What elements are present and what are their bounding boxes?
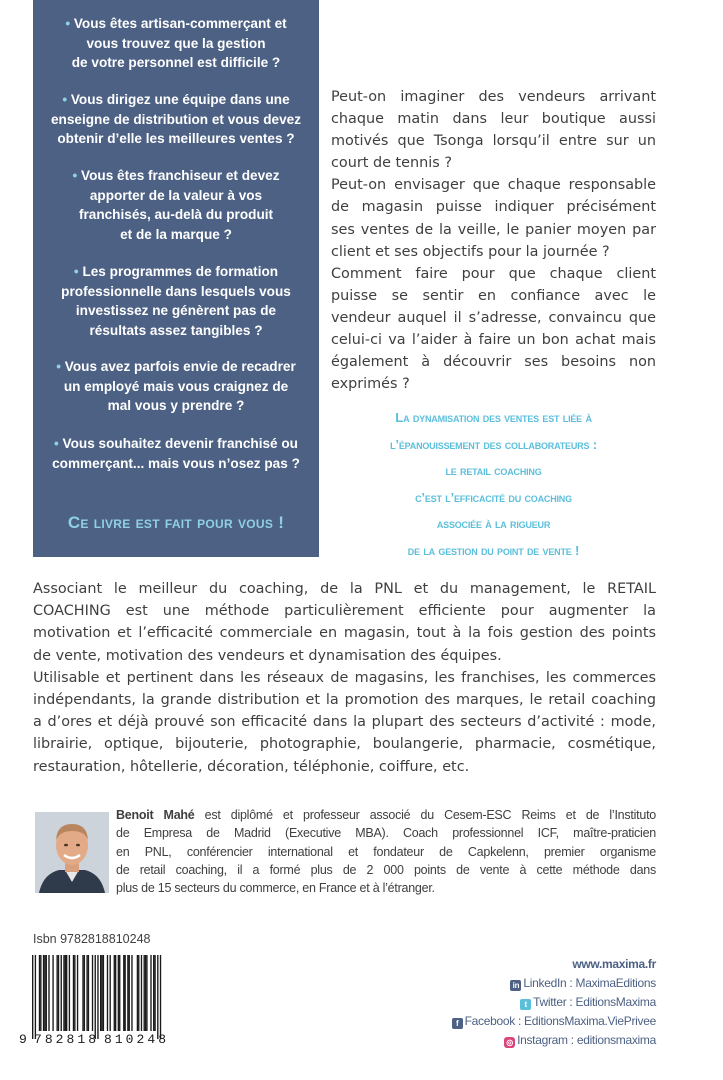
barcode-bar (153, 955, 154, 1031)
bullet-icon: • (73, 264, 79, 279)
linkedin-icon: in (510, 980, 521, 991)
barcode-bar (84, 955, 85, 1031)
barcode-bar (61, 955, 62, 1031)
barcode-bar (141, 955, 142, 1031)
barcode-bar (150, 955, 151, 1031)
barcode-bar (119, 955, 120, 1031)
linkedin-link[interactable]: in LinkedIn : MaximaEditions (452, 974, 656, 993)
barcode-bar (103, 955, 104, 1031)
questions-box (33, 0, 319, 557)
barcode-bar (39, 955, 40, 1031)
barcode-bar (154, 955, 155, 1031)
barcode-bar (160, 955, 161, 1039)
barcode-bar (66, 955, 67, 1031)
barcode-bar (124, 955, 125, 1031)
barcode-bar (131, 955, 132, 1031)
website-link[interactable]: www.maxima.fr (572, 957, 656, 971)
intro-paragraph-1: Peut-on imaginer des vendeurs arrivant chaque matin dans leur boutique aussi motivés que Tsonga lorsqu’il entre sur un court de tennis ? (331, 89, 656, 172)
author-name: Benoit Mahé (116, 808, 195, 822)
barcode-bar (118, 955, 119, 1031)
author-photo (35, 812, 109, 893)
bullet-icon: • (54, 436, 59, 451)
barcode-bar (146, 955, 147, 1031)
barcode-bar (56, 955, 57, 1031)
bullet-icon: • (62, 92, 68, 107)
barcode (18, 955, 172, 1045)
question-2: • Vous dirigez une équipe dans une enseigne de distribution et vous devez obtenir d’elle les meilleures ventes ? (50, 92, 302, 146)
barcode-digits-left: 782818 (34, 1032, 96, 1045)
barcode-bar (35, 955, 36, 1039)
barcode-bar (58, 955, 59, 1031)
description-paragraph-1: Associant le meilleur du coaching, de la PNL et du management, le RETAIL COACHING est une méthode particulièrement efficiente pour augmenter la motivation et l’efficacité commerciale en magasin, tout à la fois gestion des points de vente, motivation des vendeurs et dynamisation des équipes. (33, 581, 656, 664)
barcode-digit-first: 9 (19, 1032, 27, 1045)
intro-text (331, 86, 656, 395)
barcode-bar (114, 955, 115, 1031)
barcode-bar (69, 955, 70, 1031)
barcode-bar (127, 955, 128, 1031)
question-1: • Vous êtes artisan-commerçant et vous trouvez que la gestion de votre personnel est difficile ? (65, 16, 287, 70)
barcode-bar (123, 955, 124, 1031)
barcode-bar (46, 955, 47, 1031)
barcode-bar (77, 955, 78, 1031)
barcode-bar (43, 955, 44, 1031)
barcode-bar (52, 955, 53, 1031)
barcode-bar (40, 955, 41, 1031)
question-4: • Les programmes de formation professionnelle dans lesquels vous investissez ne génèrent pas de résultats assez tangibles ? (61, 264, 291, 338)
barcode-bar (74, 955, 75, 1031)
barcode-bar (86, 955, 87, 1031)
question-3: • Vous êtes franchiseur et devez apporter de la valeur à vos franchisés, au-delà du produit et de la marque ? (72, 168, 280, 242)
barcode-bar (157, 955, 158, 1039)
barcode-bar (137, 955, 138, 1031)
author-bio: Benoit Mahé est diplômé et professeur associé du Cesem-ESC Reims et de l’Instituto de Empresa de Madrid (Executive MBA). Coach professionnel ICF, maître-praticien en PNL, conférencier international et fondateur de Capkelenn, premier organisme de retail coaching, il a formé plus de 2 000 points de vente à cette méthode dans plus de 15 secteurs du commerce, en France et à l’étranger. (116, 808, 656, 896)
question-6: • Vous souhaitez devenir franchisé ou commerçant... mais vous n’osez pas ? (52, 436, 300, 471)
author-portrait-image (35, 812, 109, 893)
instagram-link[interactable]: ◎ Instagram : editionsmaxima (452, 1031, 656, 1050)
call-to-action: Ce livre est fait pour vous ! (67, 513, 285, 532)
barcode-bar (129, 955, 130, 1031)
twitter-link[interactable]: t Twitter : EditionsMaxima (452, 993, 656, 1012)
barcode-bar (95, 955, 96, 1039)
barcode-bar (48, 955, 49, 1031)
intro-paragraph-3: Comment faire pour que chaque client puisse se sentir en confiance avec le vendeur auquel il s’adresse, convaincu que celui-ci va l’aider à faire un bon achat mais également à découvrir ses besoins non exprimés ? (331, 265, 656, 393)
barcode-bar (138, 955, 139, 1031)
barcode-bar (82, 955, 83, 1031)
barcode-bar (32, 955, 33, 1039)
barcode-bar (110, 955, 111, 1031)
barcode-bar (88, 955, 89, 1031)
bullet-icon: • (56, 359, 62, 374)
barcode-bar (115, 955, 116, 1031)
facebook-icon: f (452, 1018, 463, 1029)
barcode-bar (101, 955, 102, 1031)
barcode-bar (100, 955, 101, 1031)
description-paragraph-2: Utilisable et pertinent dans les réseaux de magasins, les franchises, les commerces indépendants, la grande distribution et la promotion des marques, le retail coaching a d’ores et déjà prouvé son efficacité dans la plupart des secteurs d’activité : mode, librairie, optique, bijouterie, photographie, boulangerie, pharmacie, cosmétique, restauration, hôtellerie, décoration, téléphonie, coiffure, etc. (33, 669, 656, 775)
barcode-bar (65, 955, 66, 1031)
publisher-contacts (452, 955, 656, 1050)
intro-paragraph-2: Peut-on envisager que chaque responsable de magasin puisse indiquer précisément ses ventes de la veille, le panier moyen par client et ses objectifs pour la journée ? (331, 177, 656, 260)
barcode-digits-right: 810248 (104, 1032, 166, 1045)
twitter-icon: t (520, 999, 531, 1010)
barcode-bar (97, 955, 98, 1039)
barcode-bar (107, 955, 108, 1031)
slogan: La dynamisation des ventes est liée à l’épanouissement des collaborateurs : le retail coaching c’est l’efficacité du coaching associée à la rigueur de la gestion du point de vente ! (390, 410, 597, 558)
bullet-icon: • (72, 168, 78, 183)
book-description (33, 578, 656, 778)
instagram-icon: ◎ (504, 1037, 515, 1048)
barcode-bar (144, 955, 145, 1031)
barcode-bar (73, 955, 74, 1031)
facebook-link[interactable]: f Facebook : EditionsMaxima.ViePrivee (452, 1012, 656, 1031)
barcode-bar (145, 955, 146, 1031)
barcode-bar (92, 955, 93, 1031)
bullet-icon: • (65, 16, 71, 31)
barcode-bar (63, 955, 64, 1031)
question-5: • Vous avez parfois envie de recadrer un employé mais vous craignez de mal vous y prendre ? (56, 359, 296, 413)
isbn-label: Isbn 9782818810248 (33, 932, 151, 946)
barcode-bar (44, 955, 45, 1031)
